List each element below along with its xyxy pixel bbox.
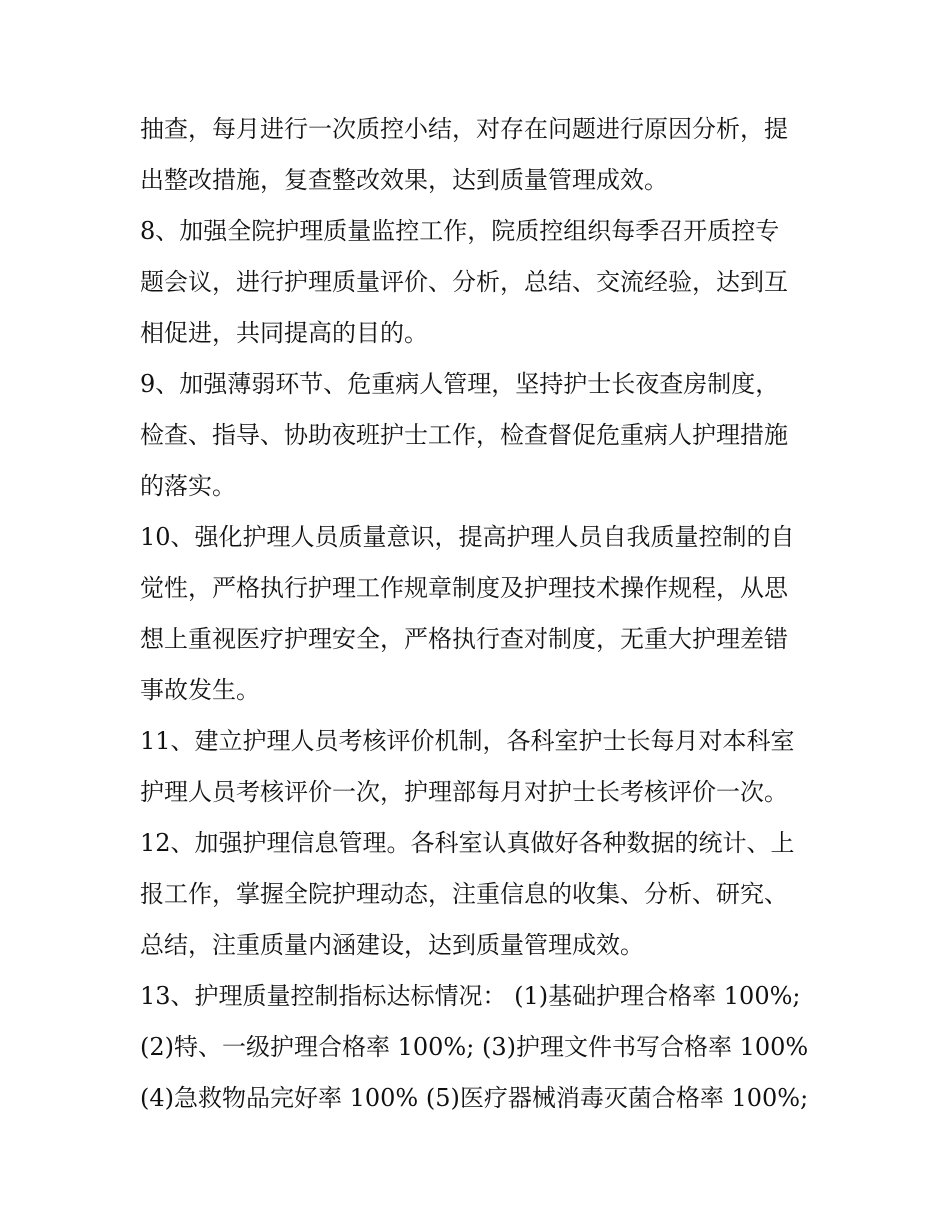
paragraph-continuation bbox=[140, 104, 820, 206]
paragraph-item-12 bbox=[140, 818, 820, 971]
text-line: 抽查，每月进行一次质控小结，对存在问题进行原因分析，提 bbox=[140, 115, 788, 143]
text-line: 总结，注重质量内涵建设，达到质量管理成效。 bbox=[140, 931, 644, 959]
text-line: 觉性，严格执行护理工作规章制度及护理技术操作规程，从思 bbox=[140, 574, 788, 602]
text-line: 事故发生。 bbox=[140, 676, 260, 704]
text-line: 题会议，进行护理质量评价、分析，总结、交流经验，达到互 bbox=[140, 268, 788, 296]
text-line: 8、加强全院护理质量监控工作，院质控组织每季召开质控专 bbox=[140, 217, 780, 245]
text-line: 13、护理质量控制指标达标情况： (1)基础护理合格率 100%; bbox=[140, 982, 801, 1010]
text-line: 报工作，掌握全院护理动态，注重信息的收集、分析、研究、 bbox=[140, 880, 788, 908]
text-line: 想上重视医疗护理安全，严格执行查对制度，无重大护理差错 bbox=[140, 625, 788, 653]
text-line: 护理人员考核评价一次，护理部每月对护士长考核评价一次。 bbox=[140, 778, 788, 806]
paragraph-item-8 bbox=[140, 206, 820, 359]
paragraph-item-10 bbox=[140, 512, 820, 716]
text-line: 10、强化护理人员质量意识，提高护理人员自我质量控制的自 bbox=[140, 523, 795, 551]
text-line: 相促进，共同提高的目的。 bbox=[140, 319, 428, 347]
paragraph-item-11 bbox=[140, 716, 820, 818]
text-line: (4)急救物品完好率 100% (5)医疗器械消毒灭菌合格率 100%; bbox=[140, 1084, 809, 1112]
text-line: 9、加强薄弱环节、危重病人管理，坚持护士长夜查房制度， bbox=[140, 370, 780, 398]
document-body bbox=[140, 104, 820, 1124]
text-line: 的落实。 bbox=[140, 472, 236, 500]
text-line: (2)特、一级护理合格率 100%; (3)护理文件书写合格率 100% bbox=[140, 1033, 809, 1061]
text-line: 检查、指导、协助夜班护士工作，检查督促危重病人护理措施 bbox=[140, 421, 788, 449]
text-line: 12、加强护理信息管理。各科室认真做好各种数据的统计、上 bbox=[140, 829, 795, 857]
paragraph-item-13 bbox=[140, 971, 820, 1124]
text-line: 11、建立护理人员考核评价机制，各科室护士长每月对本科室 bbox=[140, 727, 795, 755]
text-line: 出整改措施，复查整改效果，达到质量管理成效。 bbox=[140, 166, 668, 194]
paragraph-item-9 bbox=[140, 359, 820, 512]
